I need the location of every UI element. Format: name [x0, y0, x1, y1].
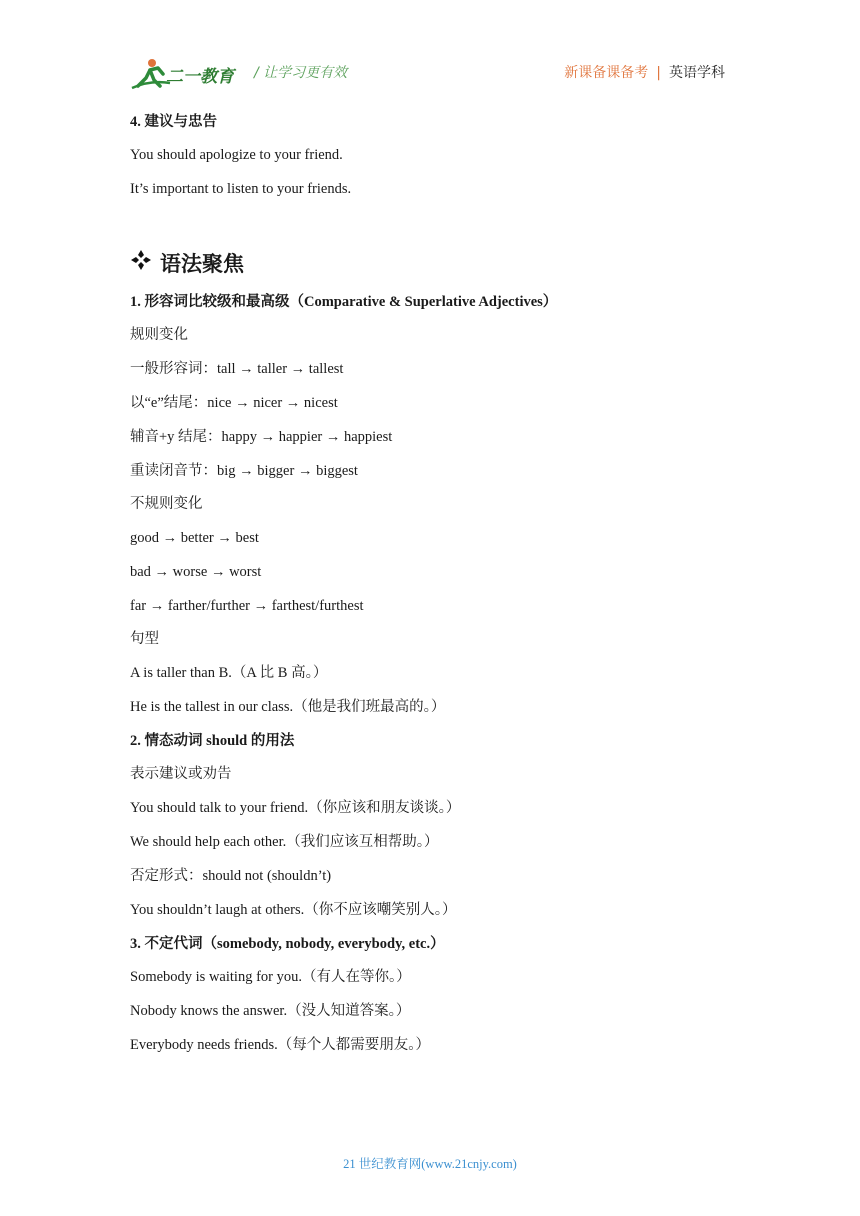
logo-text: 二一教育 — [166, 67, 234, 87]
grammar-line: 规则变化 — [130, 327, 188, 343]
grammar-section-title — [130, 248, 244, 278]
grammar-line: 重读闭音节：big → bigger → biggest — [130, 463, 358, 479]
advice-heading: 4. 建议与忠告 — [130, 114, 217, 130]
grammar-line: 表示建议或劝告 — [130, 766, 232, 782]
grammar-line: Everybody needs friends.（每个人都需要朋友。） — [130, 1037, 431, 1053]
logo — [130, 56, 242, 92]
header-separator: | — [656, 65, 661, 81]
grammar-line: A is taller than B.（A 比 B 高。） — [130, 665, 328, 681]
advice-line: You should apologize to your friend. — [130, 147, 343, 163]
page-header — [0, 0, 860, 100]
grammar-line: good → better → best — [130, 530, 259, 546]
grammar-heading-2: 2. 情态动词 should 的用法 — [130, 733, 295, 749]
grammar-title-text: 语法聚焦 — [160, 252, 244, 276]
grammar-line: 不规则变化 — [130, 496, 203, 512]
grammar-line: bad → worse → worst — [130, 564, 262, 580]
grammar-line: We should help each other.（我们应该互相帮助。） — [130, 834, 439, 850]
grammar-line: 以“e”结尾：nice → nicer → nicest — [130, 395, 338, 411]
grammar-line: far → farther/further → farthest/furthest — [130, 598, 364, 614]
runner-icon — [132, 59, 170, 88]
grammar-line: Somebody is waiting for you.（有人在等你。） — [130, 969, 411, 985]
header-subject — [564, 62, 725, 82]
grammar-line: 一般形容词：tall → taller → tallest — [130, 361, 344, 377]
grammar-line: You shouldn’t laugh at others.（你不应该嘲笑别人。） — [130, 902, 457, 918]
grammar-line: Nobody knows the answer.（没人知道答案。） — [130, 1003, 411, 1019]
grammar-heading-1: 1. 形容词比较级和最高级（Comparative & Superlative Adjectives） — [130, 294, 558, 310]
grammar-line: You should talk to your friend.（你应该和朋友谈谈。） — [130, 800, 461, 816]
diamond-fleuron-icon — [130, 249, 152, 271]
header-subject-label: 英语学科 — [669, 65, 725, 81]
slogan: / 让学习更有效 — [254, 65, 348, 81]
advice-line: It’s important to listen to your friends. — [130, 181, 352, 197]
grammar-line: 句型 — [130, 631, 159, 647]
header-course-label: 新课备课备考 — [564, 65, 649, 81]
grammar-heading-3: 3. 不定代词（somebody, nobody, everybody, etc.） — [130, 936, 445, 952]
footer-link[interactable]: 21 世纪教育网(www.21cnjy.com) — [343, 1157, 517, 1171]
grammar-line: He is the tallest in our class.（他是我们班最高的。） — [130, 699, 446, 715]
grammar-line: 否定形式：should not (shouldn’t) — [130, 868, 332, 884]
grammar-line: 辅音+y 结尾：happy → happier → happiest — [130, 429, 393, 445]
